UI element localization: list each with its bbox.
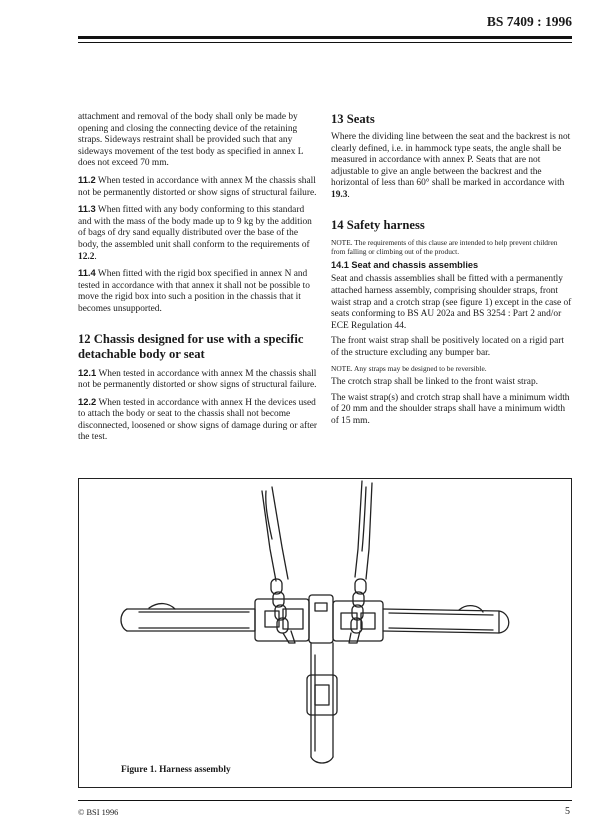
clause-number: 12.1 bbox=[78, 366, 97, 378]
left-shoulder-strap bbox=[262, 491, 276, 581]
clause-number: 11.3 bbox=[78, 203, 96, 215]
clause-14-1-para-4: The waist strap(s) and crotch strap shall have a minimum width of 20 mm and the shoulder straps shall have a minimum width of 15 mm. bbox=[331, 392, 570, 426]
section-14-note: NOTE. The requirements of this clause are intended to help prevent children from falling or climbing out of the product. bbox=[331, 237, 558, 256]
clause-11-4 bbox=[78, 267, 318, 315]
clause-14-1-para-1: Seat and chassis assemblies shall be fitted with a permanently attached harness assembly, comprising shoulder straps, front waist strap and a crotch strap (see figure 1) except in the case of seats conforming to BS AU 202a and BS 3254 : Part 2 and/or ECE Regulation 44. bbox=[331, 274, 572, 331]
clause-11-3 bbox=[78, 203, 318, 263]
right-column bbox=[331, 112, 573, 431]
clause-14-1-para-2: The front waist strap shall be positively located on a rigid part of the structure excluding any bumper bar. bbox=[331, 336, 565, 358]
clause-text: Where the dividing line between the seat and the backrest is not clearly defined, i.e. in hammock type seats, the angle shall be measured in accordance with annex P. Seats that are not adjustable to give an angle between the backrest and the horizontal of less than 60° shall be marked in accordance with bbox=[331, 132, 571, 189]
figure-1-frame bbox=[78, 478, 572, 788]
clause-text-end: . bbox=[94, 251, 97, 262]
clause-number: 11.2 bbox=[78, 173, 96, 185]
header-rule-thin bbox=[78, 42, 572, 43]
intro-paragraph: attachment and removal of the body shall only be made by opening and closing the connecting device of the retaining straps. Sideways restraint shall be provided such that any sideways movement of the test body as specified in annex L does not exceed 70 mm. bbox=[78, 112, 304, 169]
page-number: 5 bbox=[565, 806, 570, 817]
clause-text: When fitted with any body conforming to this standard and with the mass of the body made up to 9 kg by the addition of bags of dry sand equally distributed over the base of the body, the assembled unit shall conform to the requirements of bbox=[78, 205, 312, 250]
clause-text: When tested in accordance with annex H the devices used to attach the body or seat to the chassis shall not become disconnected, loosened or show signs of damage during or after the test. bbox=[78, 397, 317, 443]
footer-rule bbox=[78, 800, 572, 801]
clause-12-2 bbox=[78, 396, 318, 444]
right-shoulder-strap bbox=[355, 481, 362, 577]
clause-text-end: . bbox=[347, 189, 350, 200]
clause-13 bbox=[331, 132, 573, 202]
footer-copyright: © BSI 1996 bbox=[78, 808, 119, 817]
clause-reference: 12.2 bbox=[78, 251, 95, 262]
section-13-heading: 13 Seats bbox=[331, 112, 375, 126]
crotch-strap-buckle-top bbox=[309, 595, 333, 643]
clause-text: When tested in accordance with annex M the chassis shall not be permanently distorted or show signs of structural failure. bbox=[78, 175, 317, 198]
document-header-title: BS 7409 : 1996 bbox=[486, 14, 572, 29]
figure-caption: Figure 1. Harness assembly bbox=[121, 765, 231, 775]
clause-text: When tested in accordance with annex M the chassis shall not be permanently distorted or show signs of structural failure. bbox=[78, 368, 317, 391]
clause-14-1-heading: 14.1 Seat and chassis assemblies bbox=[331, 260, 479, 271]
clause-14-1-note: NOTE. Any straps may be designed to be reversible. bbox=[331, 363, 487, 373]
clause-text: When fitted with the rigid box specified in annex N and tested in accordance with that annex it shall not be possible to move the rigid box into such a position in the chassis that it becomes unsupported. bbox=[78, 269, 310, 314]
left-column bbox=[78, 112, 318, 448]
header-rule-thick bbox=[78, 36, 572, 39]
clause-number: 11.4 bbox=[78, 267, 96, 279]
section-12-heading: 12 Chassis designed for use with a specific detachable body or seat bbox=[78, 331, 304, 361]
clause-reference: 19.3 bbox=[331, 189, 348, 200]
clause-11-2 bbox=[78, 174, 318, 199]
clause-number: 12.2 bbox=[78, 395, 97, 407]
harness-assembly-illustration bbox=[79, 479, 573, 789]
section-14-heading: 14 Safety harness bbox=[331, 217, 425, 232]
clause-12-1 bbox=[78, 367, 318, 392]
clause-14-1-para-3: The crotch strap shall be linked to the front waist strap. bbox=[331, 376, 538, 387]
